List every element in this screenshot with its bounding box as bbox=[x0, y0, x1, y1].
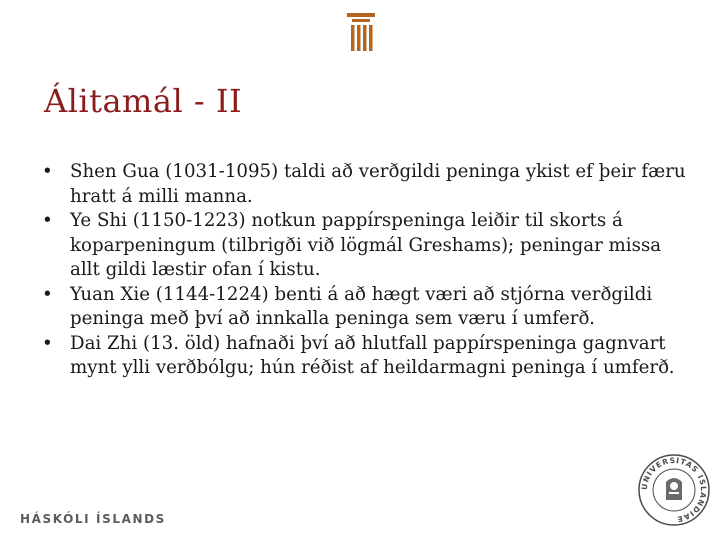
bullet-text: Ye Shi (1150-1223) notkun pappírspeninga leiðir til skorts á koparpeningum (tilbrigði við lögmál Greshams); peningar missa allt gildi læstir ofan í kistu. bbox=[70, 210, 662, 280]
slide-title: Álitamál - II bbox=[44, 82, 243, 120]
institution-name: HÁSKÓLI ÍSLANDS bbox=[20, 512, 166, 526]
seal-text: UNIVERSITAS ISLANDIAE bbox=[639, 455, 709, 524]
university-building-icon bbox=[347, 13, 375, 55]
bullet-text: Shen Gua (1031-1095) taldi að verðgildi peninga ykist ef þeir færu hratt á milli manna. bbox=[70, 161, 686, 207]
bullet-item bbox=[42, 209, 692, 283]
bullet-dot: • bbox=[42, 283, 53, 305]
bullet-dot: • bbox=[42, 332, 53, 354]
bullet-item bbox=[42, 283, 692, 332]
bullet-text: Yuan Xie (1144-1224) benti á að hægt væri að stjórna verðgildi peninga með því að innkalla peninga sem væru í umferð. bbox=[70, 283, 653, 329]
bullet-item bbox=[42, 332, 692, 381]
bullet-dot: • bbox=[42, 161, 53, 182]
bullet-text: Dai Zhi (13. öld) hafnaði því að hlutfall pappírspeninga gagnvart mynt ylli verðbólgu; hún réðist af heildarmagni peninga í umferð. bbox=[70, 332, 675, 378]
university-seal-icon bbox=[636, 452, 712, 528]
bullet-list bbox=[42, 160, 692, 381]
bullet-item bbox=[42, 160, 692, 209]
bullet-dot: • bbox=[42, 210, 53, 231]
